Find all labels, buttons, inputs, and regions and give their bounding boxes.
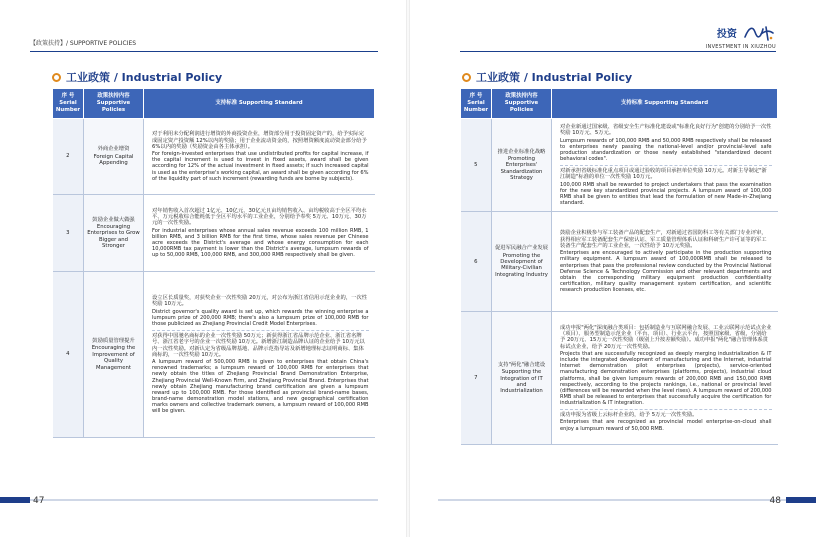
table-row <box>53 195 375 272</box>
standard-text-en: Projects that are successfully recognized as deeply merging industrialization & IT include the integrated development of manufacturing and the Internet, industrial Internet demonstration pilot enterprises (projects), service-oriented manufacturing demonstration enterprises (platforms, projects), industrial cloud platforms, shall be given lumpsum rewards of 200,000 RMB and 150,000 RMB respectively, according to the projects rankings, i.e., national or provincial level (differences will be rewarded when the level rises). A lumpsum reward of 200,000 RMB shall be released to enterprises that successfully acquire the certification for industrialization & IT integration. <box>560 351 772 407</box>
standard-text-cn: 设立区长质量奖，对获奖企业一次性奖励 20万元，对公布为浙江省信用示范企业的，一次性奖励 10万元。 <box>152 294 368 308</box>
brand-logo <box>706 22 776 50</box>
section-title <box>462 69 632 85</box>
table-header-row <box>461 89 778 119</box>
supporting-standard <box>144 119 375 195</box>
standard-text-en: District governor's quality award is set up, which rewards the winning enterprise a lumpsum prize of 200,000 RMB; there's also a lumpsum prize of 100,000 RMB for those publicized as Zhejiang Provincial Credit Model Enterprises. <box>152 308 369 327</box>
standard-item <box>152 293 369 329</box>
standard-text-en: Enterprises that are recognized as provincial model enterprise-on-cloud shall enjoy a lumpsum reward of 50,000 RMB. <box>560 419 772 432</box>
policy-category-cn: 鼓励质量管理提升 <box>92 338 135 345</box>
standard-item <box>560 409 772 434</box>
serial-number: 5 <box>461 119 492 212</box>
standard-text-cn: 成功申报"两化"深度融合类项目：包括制造业与互联网融合发展、工业云联网示范试点企业（项目）、服务型制造示范企业（平台、项目）、行业云平台，按照国家级、省级，分别给予 20万元、15万元一次性奖励（级别上升按差额奖励）。成功申报"两化"融合管理体系贯标试点企业，给予 20万元一次性奖励。 <box>560 324 772 350</box>
table-row <box>461 212 778 312</box>
standard-text-en: Enterprises are encouraged to actively participate in the production supporting military equipment. A lumpsum award of 100,000RMB shall be released to enterprises that pass the professional review conducted by the Provincial National Defense Science & Technology Commission and other relevant departments and obtain the corresponding military equipment production confidentiality certification, military quality management system certification, and scientific research production licenses, etc. <box>560 250 772 294</box>
policy-category-en: Promoting the Development of Military-Civilian Integrating Industry <box>495 252 548 278</box>
policy-category-cn: 支持"两化"融合建设 <box>497 361 546 368</box>
standard-text-cn: 对新承担省级标准化重点项目或通过验收的项目承担单位奖励 10万元。对新主导制定"浙江制造"标准的单位一次性奖励 10万元。 <box>560 168 767 181</box>
section-title <box>52 69 222 85</box>
col-header-policies: 政策扶持内容 Supportive Policies <box>84 89 144 119</box>
serial-number: 7 <box>461 312 492 445</box>
policy-table <box>460 88 778 445</box>
standard-text-en: For foreign-invested enterprises that use undistributed profits for capital increase, if the capital increment is used to invest in fixed assets, award shall be given according for 12% of the actual investment in fixed assets; if such increased capital is used as the enterprise's working capital, an award shall be given according for 6% of the liquidity part of such increment (rewarding funds are borne by subjects). <box>152 151 369 182</box>
supporting-standard <box>144 195 375 272</box>
policy-category <box>492 312 552 445</box>
policy-category <box>84 272 144 438</box>
standard-item <box>560 323 772 408</box>
policy-category-cn: 促进军民融合产业发展 <box>495 245 548 252</box>
col-header-serial: 序 号 Serial Number <box>53 89 84 119</box>
table-header-row <box>53 89 375 119</box>
policy-category-en: Encouraging Enterprises to Grow Bigger and Stronger <box>87 223 140 250</box>
policy-category-cn: 外商企业增资 <box>97 146 130 153</box>
standard-item <box>152 206 369 261</box>
footer-bar <box>786 497 816 503</box>
page-number: 47 <box>33 496 45 506</box>
serial-number: 3 <box>53 195 84 272</box>
brand-title: 投资 <box>716 29 737 40</box>
circle-bullet-icon <box>52 73 61 82</box>
standard-text-cn: 对年销售收入首次超过 1亿元、10亿元、30亿元且亩均销售收入、亩均税收高于全区平均水平、万元税收综合能耗低于全区平均水平的工业企业，分别给予奉奖 5万元、10万元、30万元的一次性奖励。 <box>152 207 367 227</box>
standard-item <box>152 129 369 184</box>
right-page <box>408 0 816 537</box>
standard-item <box>560 228 772 295</box>
policy-category-en: Encouraging the Improvement of Quality Management <box>91 345 136 371</box>
serial-number: 4 <box>53 272 84 438</box>
policy-category <box>492 212 552 312</box>
policy-category-en: Foreign Capital Appending <box>93 153 134 167</box>
policy-category-en: Promoting Enterprises' Standardization Strategy <box>500 156 543 182</box>
section-title-text: 工业政策 / Industrial Policy <box>66 71 223 84</box>
running-head: 【政策扶持】/ SUPPORTIVE POLICIES <box>30 40 137 47</box>
policy-table <box>52 88 375 438</box>
standard-item <box>560 165 772 208</box>
policy-category <box>84 119 144 195</box>
standard-item <box>560 122 772 164</box>
circle-bullet-icon <box>462 73 471 82</box>
standard-text-cn: 对企业新通过国家级、省级安全生产标准化建设或"标准化良好行为"创建的分别给予一次性奖励 10万元、5万元。 <box>560 124 772 137</box>
table-row <box>53 272 375 438</box>
standard-text-cn: 对于利用未分配利润进行增资的外商投资企业，增资部分用于投资固定资产的，给予实际完成固定资产投资额 12%以内的奖励；用于企业流动资金的，按照增资额度流动资金部分给予6%以内的奖励（奖励资金由各主体承担）。 <box>152 131 367 150</box>
supporting-standard <box>552 212 778 312</box>
table-row <box>461 119 778 212</box>
col-header-serial: 序 号 Serial Number <box>461 89 492 119</box>
standard-text-en: 100,000 RMB shall be rewarded to project undertakers that pass the examination for the new key standardized provincial projects. A lumpsum award of 100,000 RMB shall be given to entities that lead the formulation of new Made-in-Zhejiang standard. <box>560 181 772 207</box>
table-row <box>461 312 778 445</box>
policy-category-cn: 推进企业标准化战略 <box>497 148 546 155</box>
standard-text-cn: 对获得中国驰名商标的企业一次性奖励 50万元；新获得浙江省品牌示范企业、浙江省名牌号、浙江省老字号的企业一次性奖励 10万元。新增浙江制造品牌认证的企业给予 10万元以内一次性奖励。对新认定为省级品牌基地、品牌示范指导站及新增地理标志证明商标、集体商标的，一次性奖励 10万元。 <box>152 332 365 358</box>
footer-rule <box>30 499 378 501</box>
calligraphy-logo-icon <box>742 23 776 43</box>
supporting-standard <box>552 119 778 212</box>
policy-category <box>84 195 144 272</box>
standard-text-cn: 鼓励企业积极参与军工装备产品的配套生产，对新通过省国防科工等有关部门专业评审，获得相应军工装备配套生产保密认证、军工质量管理体系认证和科研生产许可证等的军工装备生产配套生产的工业企业，一次性给予 10万元奖励。 <box>560 230 767 250</box>
policy-category-en: Supporting the Integration of IT and Industrialization <box>500 369 543 395</box>
policy-category-cn: 鼓励企业做大做强 <box>92 216 135 223</box>
serial-number: 6 <box>461 212 492 312</box>
serial-number: 2 <box>53 119 84 195</box>
standard-text-en: Lumpsum rewards of 100,000 RMB and 50,000 RMB respectively shall be released to enterprises newly passing the national-level and/or provincial-level safe production standardization or those newly established "standardized decent behavioral codes". <box>560 137 772 163</box>
footer-rule <box>438 499 786 501</box>
col-header-standard: 支持标准 Supporting Standard <box>552 89 778 119</box>
supporting-standard <box>552 312 778 445</box>
brand-subtitle: INVESTMENT IN XIUZHOU <box>705 43 776 50</box>
header-rule <box>30 51 378 52</box>
col-header-policies: 政策扶持内容 Supportive Policies <box>492 89 552 119</box>
page-number: 48 <box>769 496 781 506</box>
header-rule <box>460 51 776 52</box>
table-row <box>53 119 375 195</box>
policy-category <box>492 119 552 212</box>
standard-text-en: A lumpsum reward of 500,000 RMB is given to enterprises that obtain China's renowned trademarks; a lumpsum reward of 100,000 RMB for enterprises that newly obtain the titles of Zhejiang Provincial Brand Demonstration Enterprise, Zhejiang Provincial Well-Known Firm, and Zhejiang Provincial Brand. Enterprises that newly obtain Zhejiang manufacturing brand certification are given a lumpsum reward up to 100,000 RMB. For those identified as provincial brand-name bases, brand-name demonstration model stations, and new geographical certification marks owners and collective trademark owners, a lumpsum reward of 100,000 RMB will be given. <box>152 359 369 415</box>
standard-text-cn: 成功申报为省级上云标杆企业的，给予 5万元一次性奖励。 <box>560 412 698 419</box>
standard-item <box>152 330 369 416</box>
section-title-text: 工业政策 / Industrial Policy <box>476 71 633 84</box>
footer-bar <box>0 497 30 503</box>
col-header-standard: 支持标准 Supporting Standard <box>144 89 375 119</box>
supporting-standard <box>144 272 375 438</box>
standard-text-en: For industrial enterprises whose annual sales revenue exceeds 100 million RMB, 1 billion RMB, and 3 billion RMB for the first time, whose sales revenue per Chinese acre exceeds the District's average and whose energy consumption for each 10,000RMB tax payment is lower than the District's average, lumpsum rewards of up to 50,000 RMB, 100,000 RMB, and 300,000 RMB respectively shall be given. <box>152 227 369 259</box>
